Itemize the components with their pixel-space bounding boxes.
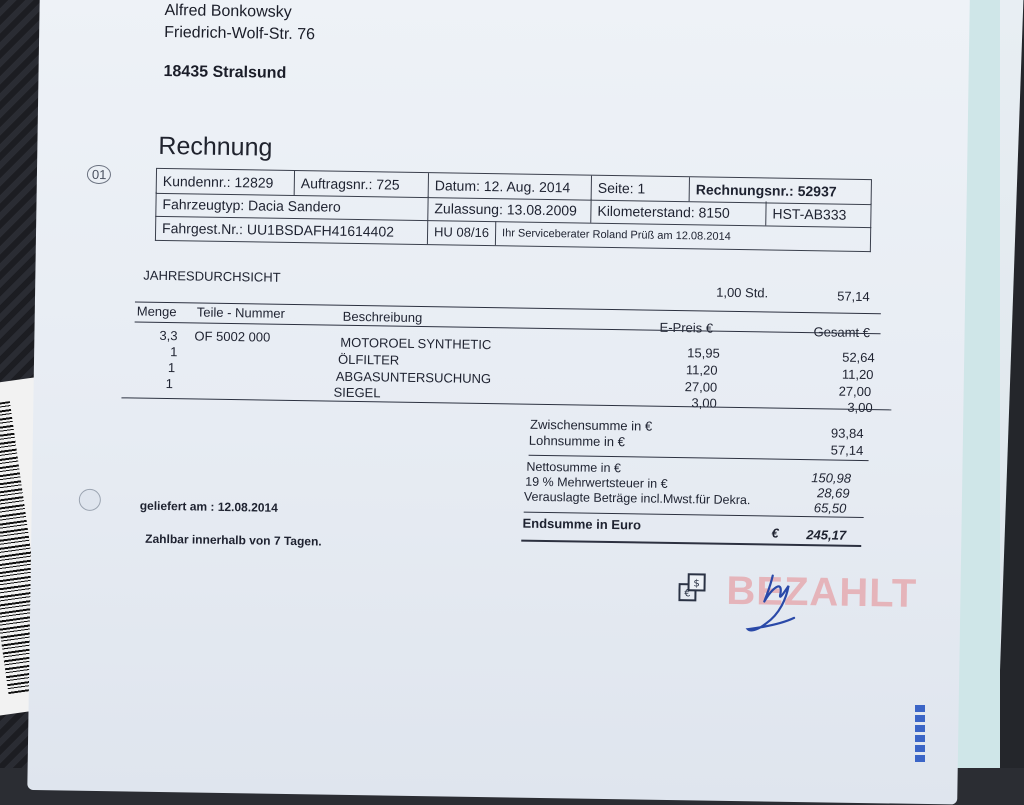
row-epreis: 15,95 xyxy=(687,345,720,361)
net-value: 150,98 xyxy=(811,470,852,486)
header-epreis: E-Preis € xyxy=(659,319,714,336)
row-gesamt: 3,00 xyxy=(847,399,873,416)
table-bottom-rule xyxy=(121,397,891,410)
row-teilenummer: OF 5002 000 xyxy=(194,328,271,345)
labor-value: 57,14 xyxy=(830,442,864,458)
header-beschreibung: Beschreibung xyxy=(342,308,423,326)
header-menge: Menge xyxy=(136,303,177,320)
paid-stamp: BEZAHLT xyxy=(726,568,918,616)
service-name: JAHRESDURCHSICHT xyxy=(143,267,281,285)
service-hours: 1,00 Std. xyxy=(716,284,769,301)
service-advisor: Ihr Serviceberater Roland Prüß am 12.08.2014 xyxy=(501,227,731,243)
side-mark: 01 xyxy=(87,165,112,184)
invoice-paper xyxy=(27,0,970,805)
handwritten-signature xyxy=(742,561,833,642)
mileage: Kilometerstand: 8150 xyxy=(591,199,766,226)
row-epreis: 11,20 xyxy=(685,362,718,378)
disbursement-label: Verauslagte Beträge incl.Mwst.für Dekra. xyxy=(523,489,751,508)
grand-total-label: Endsumme in Euro xyxy=(522,515,642,533)
page-number: Seite: 1 xyxy=(592,176,690,202)
subtotal-value: 93,84 xyxy=(830,425,864,441)
vat-value: 28,69 xyxy=(816,485,850,501)
invoice-number: Rechnungsnr.: 52937 xyxy=(695,181,837,200)
row-menge: 1 xyxy=(170,344,178,360)
customer-number: Kundennr.: 12829 xyxy=(157,169,295,195)
order-number: Auftragsnr.: 725 xyxy=(295,171,429,197)
chassis-number: Fahrgest.Nr.: UU1BSDAFH41614402 xyxy=(156,216,428,244)
disbursement-value: 65,50 xyxy=(813,500,847,516)
license-plate: HST-AB333 xyxy=(772,205,847,223)
registration-date: Zulassung: 13.08.2009 xyxy=(428,196,591,223)
blue-edge-marks xyxy=(915,705,925,765)
money-stamp-icon xyxy=(678,572,706,602)
row-beschreibung: ÖLFILTER xyxy=(337,351,400,368)
row-epreis: 27,00 xyxy=(684,379,718,395)
row-menge: 1 xyxy=(165,376,174,392)
subtotal-label: Zwischensumme in € xyxy=(529,416,653,434)
delivery-date: geliefert am : 12.08.2014 xyxy=(139,498,278,515)
net-label: Nettosumme in € xyxy=(526,459,621,476)
document-title: Rechnung xyxy=(158,131,273,162)
recipient-city: 18435 Stralsund xyxy=(163,62,287,82)
row-beschreibung: ABGASUNTERSUCHUNG xyxy=(335,368,492,387)
recipient-name: Alfred Bonkowsky xyxy=(164,1,292,21)
grand-total-value: 245,17 xyxy=(806,527,847,543)
recipient-street: Friedrich-Wolf-Str. 76 xyxy=(164,23,316,44)
svg-text:$: $ xyxy=(693,578,700,590)
grand-total-currency: € xyxy=(771,525,779,541)
vehicle-type: Fahrzeugtyp: Dacia Sandero xyxy=(156,192,428,220)
service-price: 57,14 xyxy=(837,288,870,305)
row-beschreibung: MOTOROEL SYNTHETIC xyxy=(340,334,492,353)
row-menge: 3,3 xyxy=(159,327,178,344)
row-gesamt: 27,00 xyxy=(838,383,872,400)
row-gesamt: 11,20 xyxy=(841,366,874,383)
header-teilenummer: Teile - Nummer xyxy=(196,304,286,321)
row-menge: 1 xyxy=(167,360,176,376)
labor-label: Lohnsumme in € xyxy=(528,432,626,450)
row-gesamt: 52,64 xyxy=(842,349,875,366)
invoice-date: Datum: 12. Aug. 2014 xyxy=(429,173,592,200)
row-beschreibung: SIEGEL xyxy=(333,384,381,401)
vat-label: 19 % Mehrwertsteuer in € xyxy=(525,474,668,491)
punch-hole xyxy=(79,489,101,511)
row-epreis: 3,00 xyxy=(691,395,717,411)
payment-terms: Zahlbar innerhalb von 7 Tagen. xyxy=(145,531,322,549)
svg-text:€: € xyxy=(684,588,691,600)
hu-date: HU 08/16 xyxy=(428,220,496,245)
